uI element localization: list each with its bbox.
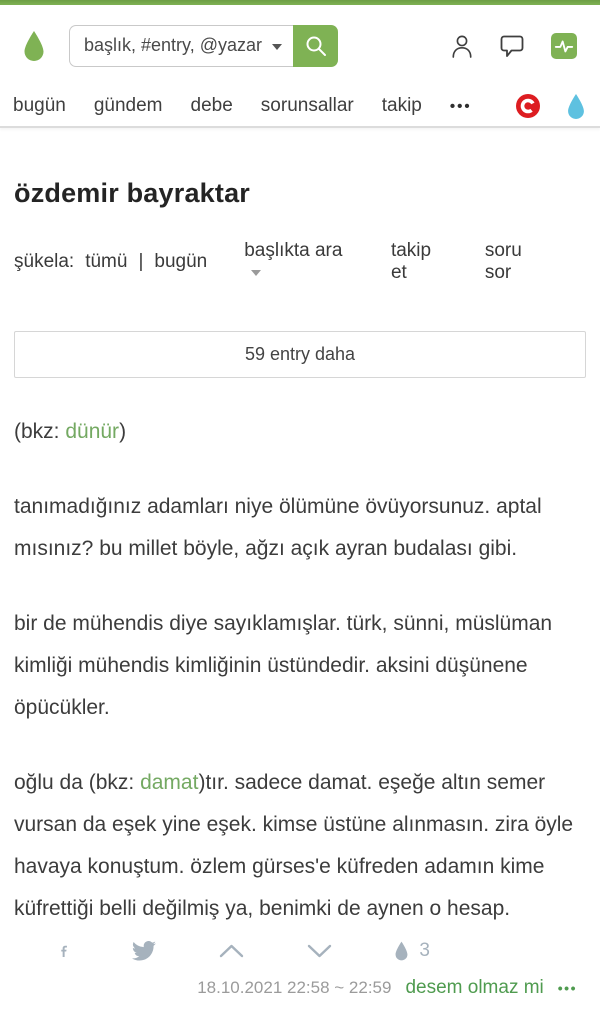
search-button[interactable] — [293, 25, 338, 67]
nav-item-gundem[interactable]: gündem — [93, 95, 163, 116]
entry-text: (bkz: — [14, 420, 66, 443]
entry-content — [14, 411, 586, 930]
user-icon[interactable] — [451, 33, 473, 59]
search-in-topic-label[interactable]: başlıkta ara — [244, 240, 343, 261]
downvote-chevron-icon[interactable] — [306, 943, 333, 959]
follow-topic-link[interactable]: takip et — [390, 240, 432, 283]
entry-text: )tır. sadece damat. eşeğe altın semer vursan da eşek yine eşek. kimse üstüne alınmasın. zira öyle havaya konuştum. özlem gürses'e küfreden adamın kime küfrettiği belli değilmiş ya, benimki de aynen o hesap. — [14, 771, 574, 920]
entry-text: oğlu da (bkz: — [14, 771, 141, 794]
sukela-today-link[interactable]: bugün — [154, 251, 208, 272]
entry-paragraph — [14, 762, 586, 930]
nav-item-bugun[interactable]: bugün — [13, 95, 66, 116]
entry-paragraph — [14, 486, 586, 570]
sukela-separator: | — [138, 251, 144, 272]
messages-icon[interactable] — [499, 33, 525, 58]
entry-text: bir de mühendis diye sayıklamışlar. türk, sünni, müslüman kimliği mühendis kimliğinin üstündedir. aksini düşünene öpücükler. — [14, 612, 553, 719]
sukela-all-link[interactable]: tümü — [85, 251, 128, 272]
topic-title[interactable]: özdemir bayraktar — [14, 178, 250, 208]
entry-author-link[interactable]: desem olmaz mi — [405, 977, 544, 998]
topic-view — [0, 178, 600, 1018]
search-input[interactable] — [69, 25, 293, 67]
nav-more-dots-icon[interactable]: ••• — [449, 97, 472, 115]
header — [0, 5, 600, 86]
blue-droplet-icon[interactable] — [566, 93, 586, 120]
bkz-link[interactable]: dünür — [65, 420, 120, 443]
facebook-icon[interactable] — [58, 939, 71, 963]
activity-pulse-icon[interactable] — [551, 33, 577, 59]
entry-paragraph — [14, 411, 586, 453]
sukela-label: şükela: — [14, 251, 75, 272]
entry-text: ) — [119, 420, 127, 443]
ask-question-link[interactable]: soru sor — [484, 240, 522, 283]
favorite-group[interactable] — [394, 940, 430, 962]
nav-item-debe[interactable]: debe — [190, 95, 233, 116]
nav-item-sorunsallar[interactable]: sorunsallar — [260, 95, 354, 116]
favorite-droplet-icon — [394, 941, 409, 961]
nav-item-takip[interactable]: takip — [381, 95, 422, 116]
upvote-chevron-icon[interactable] — [218, 943, 245, 959]
twitter-icon[interactable] — [132, 941, 156, 961]
search-in-topic-link[interactable] — [244, 240, 357, 284]
entry-more-dots-icon[interactable]: ••• — [557, 980, 577, 996]
entry-text: tanımadığınız adamları niye ölümüne övüyorsunuz. aptal mısınız? bu millet böyle, ağzı açık ayran budalası gibi. — [14, 495, 542, 560]
entry-meta — [14, 977, 586, 999]
chevron-down-icon — [251, 270, 261, 276]
search-icon — [304, 34, 328, 58]
load-more-entries-button[interactable]: 59 entry daha — [14, 331, 586, 378]
red-circle-badge-icon[interactable] — [515, 93, 541, 119]
entry-timestamp[interactable]: 18.10.2021 22:58 ~ 22:59 — [197, 978, 392, 997]
favorite-count: 3 — [419, 940, 430, 961]
search-dropdown-caret-icon[interactable] — [272, 44, 282, 50]
eksisozluk-droplet-logo-icon[interactable] — [22, 30, 46, 62]
pulse-line-icon — [553, 35, 575, 57]
search-box — [69, 25, 338, 67]
entry-paragraph — [14, 603, 586, 729]
main-nav — [0, 86, 600, 128]
bkz-link[interactable]: damat — [140, 771, 199, 794]
topic-subnav — [14, 240, 586, 284]
entry-actions — [58, 934, 430, 968]
